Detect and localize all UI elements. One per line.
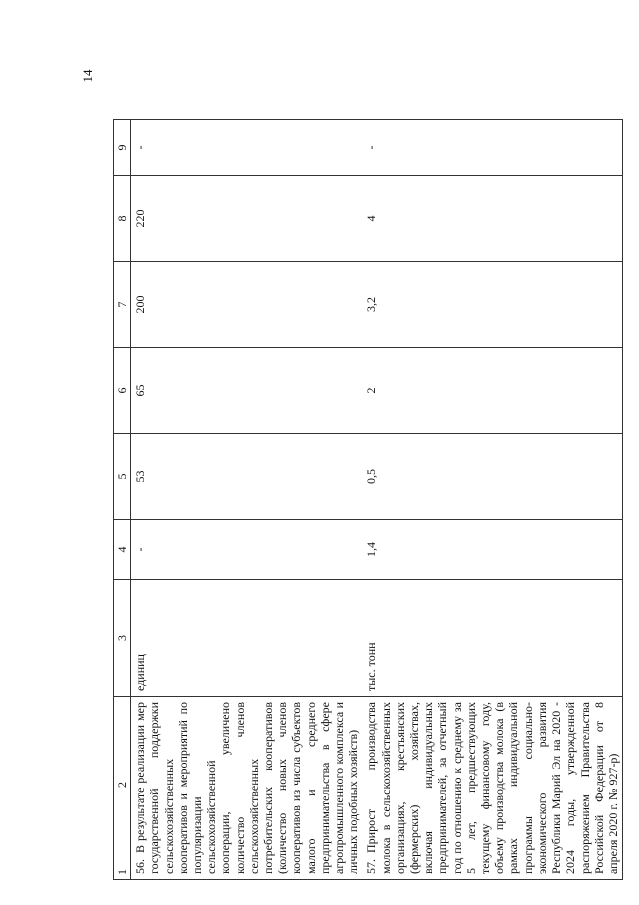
row-description: Прирост производства молока в сельскохозяйственных организациях, крестьянских (фермерских) хозяйствах, включая индивидуальных предпринимателей, за отчетный год по отношению к среднему за 5 лет, предшествующих текущему финансовому году, объему производства молока (в рамках индивидуальной программы социально-экономического развития Республики Марий Эл на 2020 - 2024 годы, утвержденной распоряжением Правительства Российской Федерации от 8 апреля 2020 г. № 927-р) [364, 702, 620, 874]
row-description-cell [362, 697, 622, 880]
table-header-row [114, 120, 131, 880]
header-col-5: 5 [114, 434, 131, 520]
page-number: 14 [80, 69, 95, 83]
header-col-7: 7 [114, 262, 131, 348]
row-description-cell [131, 697, 363, 880]
row-value-col-7: 3,2 [362, 262, 622, 348]
table-row [131, 120, 363, 880]
row-value-col-9: - [362, 120, 622, 176]
header-col-3: 3 [114, 580, 131, 697]
row-value-col-6: 2 [362, 348, 622, 434]
row-value-col-5: 53 [131, 434, 363, 520]
row-number: 57. [364, 859, 379, 874]
row-value-col-6: 65 [131, 348, 363, 434]
table-row [362, 120, 622, 880]
row-value-col-8: 4 [362, 176, 622, 262]
row-value-col-8: 220 [131, 176, 363, 262]
rotated-table-frame [113, 120, 618, 880]
row-value-col-5: 0,5 [362, 434, 622, 520]
row-value-col-9: - [131, 120, 363, 176]
indicators-table [113, 119, 623, 880]
row-unit: тыс. тонн [362, 580, 622, 697]
header-col-1: 1 [115, 869, 129, 875]
row-value-col-4: 1,4 [362, 520, 622, 580]
header-col-8: 8 [114, 176, 131, 262]
header-col-9: 9 [114, 120, 131, 176]
row-value-col-4: - [131, 520, 363, 580]
header-cell-1-2 [114, 697, 131, 880]
row-unit: единиц [131, 580, 363, 697]
row-description: В результате реализации мер государственной поддержки сельскохозяйственных кооперативов и мероприятий по популяризации сельскохозяйственной кооперации, увеличено количество членов сельскохозяйственных потребительских кооперативов (количество новых членов кооперативов из числа субъектов малого и среднего предпринимательства в сфере агропромышленного комплекса и личных подобных хозяйств) [133, 702, 361, 874]
row-number: 56. [133, 859, 148, 874]
header-col-2: 2 [115, 782, 129, 788]
header-col-4: 4 [114, 520, 131, 580]
header-col-6: 6 [114, 348, 131, 434]
row-value-col-7: 200 [131, 262, 363, 348]
